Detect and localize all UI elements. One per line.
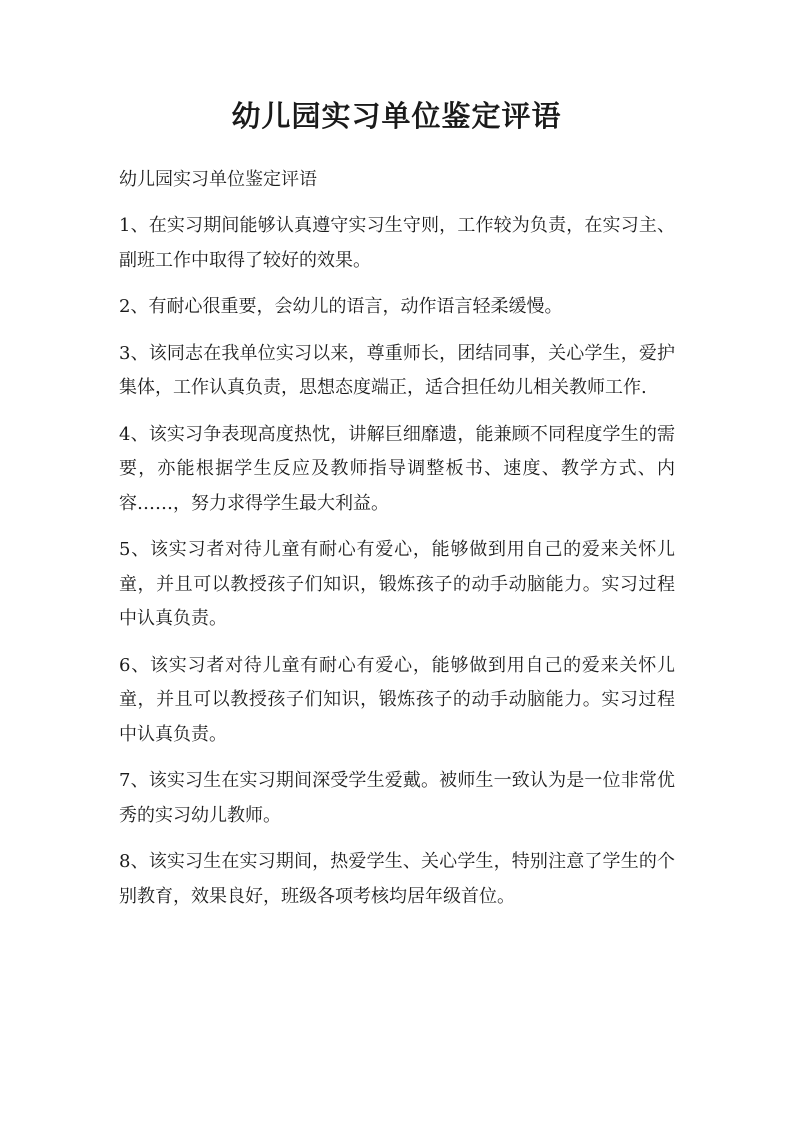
document-body	[119, 163, 675, 926]
paragraph-5: 5、该实习者对待儿童有耐心有爱心，能够做到用自己的爱来关怀儿童，并且可以教授孩子们知识，锻炼孩子的动手动脑能力。实习过程中认真负责。	[119, 539, 675, 629]
paragraph-8: 8、该实习生在实习期间，热爱学生、关心学生，特别注意了学生的个别教育，效果良好，班级各项考核均居年级首位。	[119, 851, 675, 907]
paragraph-2: 2、有耐心很重要，会幼儿的语言，动作语言轻柔缓慢。	[119, 296, 563, 317]
paragraph-7: 7、该实习生在实习期间深受学生爱戴。被师生一致认为是一位非常优秀的实习幼儿教师。	[119, 770, 675, 826]
page-title: 幼儿园实习单位鉴定评语	[231, 99, 562, 133]
paragraph-1: 1、在实习期间能够认真遵守实习生守则，工作较为负责，在实习主、副班工作中取得了较好的效果。	[119, 215, 675, 271]
paragraph-4: 4、该实习争表现高度热忱，讲解巨细靡遗，能兼顾不同程度学生的需要，亦能根据学生反应及教师指导调整板书、速度、教学方式、内容……，努力求得学生最大利益。	[119, 423, 675, 514]
paragraph-3: 3、该同志在我单位实习以来，尊重师长，团结同事，关心学生，爱护集体，工作认真负责，思想态度端正，适合担任幼儿相关教师工作.	[119, 342, 675, 398]
paragraph-6: 6、该实习者对待儿童有耐心有爱心，能够做到用自己的爱来关怀儿童，并且可以教授孩子们知识，锻炼孩子的动手动脑能力。实习过程中认真负责。	[119, 654, 675, 745]
document-subtitle: 幼儿园实习单位鉴定评语	[119, 169, 317, 190]
